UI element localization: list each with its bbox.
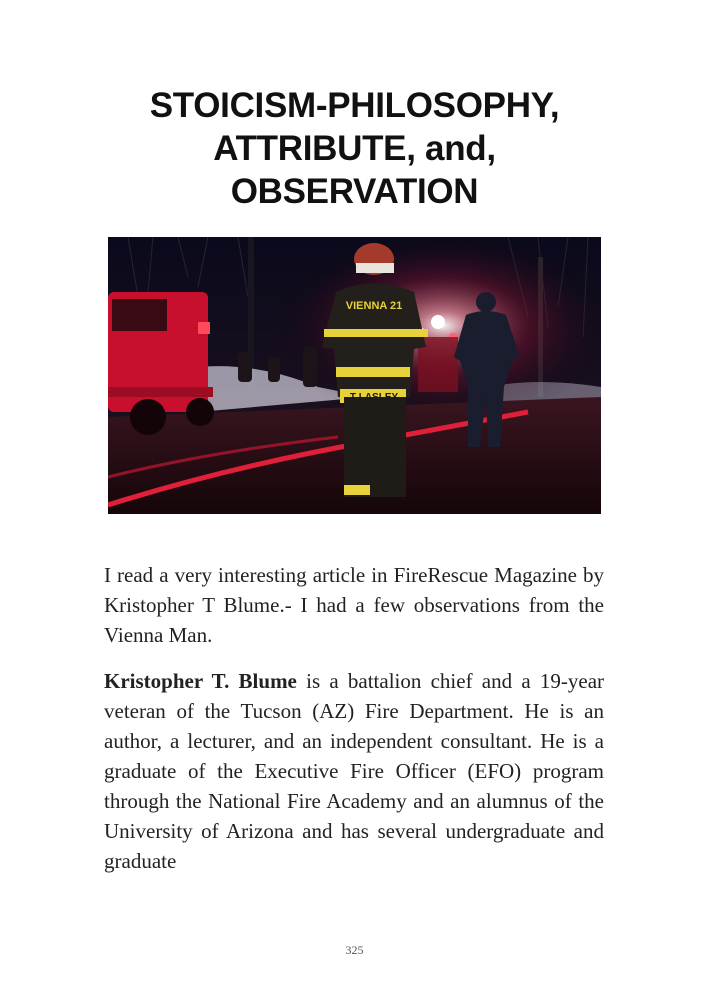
title-line-2: ATTRIBUTE, and, — [213, 129, 496, 168]
author-name: Kristopher T. Blume — [104, 669, 297, 693]
body-text — [104, 560, 604, 892]
paragraph-2-text: is a battalion chief and a 19-year veteran of the Tucson (AZ) Fire Department. He is an author, a lecturer, and an independent consultant. He is a graduate of the Executive Fire Officer (EFO) program through the National Fire Academy and an alumnus of the University of Arizona and has several undergraduate and graduate — [104, 669, 605, 873]
page-title — [60, 84, 649, 213]
page-number: 325 — [345, 943, 364, 957]
firefighter-photo — [108, 237, 601, 514]
helmet-lettering: VIENNA 21 — [345, 300, 403, 312]
paragraph-2 — [104, 666, 604, 876]
title-line-1: STOICISM-PHILOSOPHY, — [149, 86, 560, 125]
paragraph-1: I read a very interesting article in FireRescue Magazine by Kristopher T Blume.- I had a few observations from the Vienna Man. — [104, 563, 604, 647]
title-line-3: OBSERVATION — [230, 172, 479, 211]
coat-lettering: T LASLEY — [349, 392, 399, 403]
